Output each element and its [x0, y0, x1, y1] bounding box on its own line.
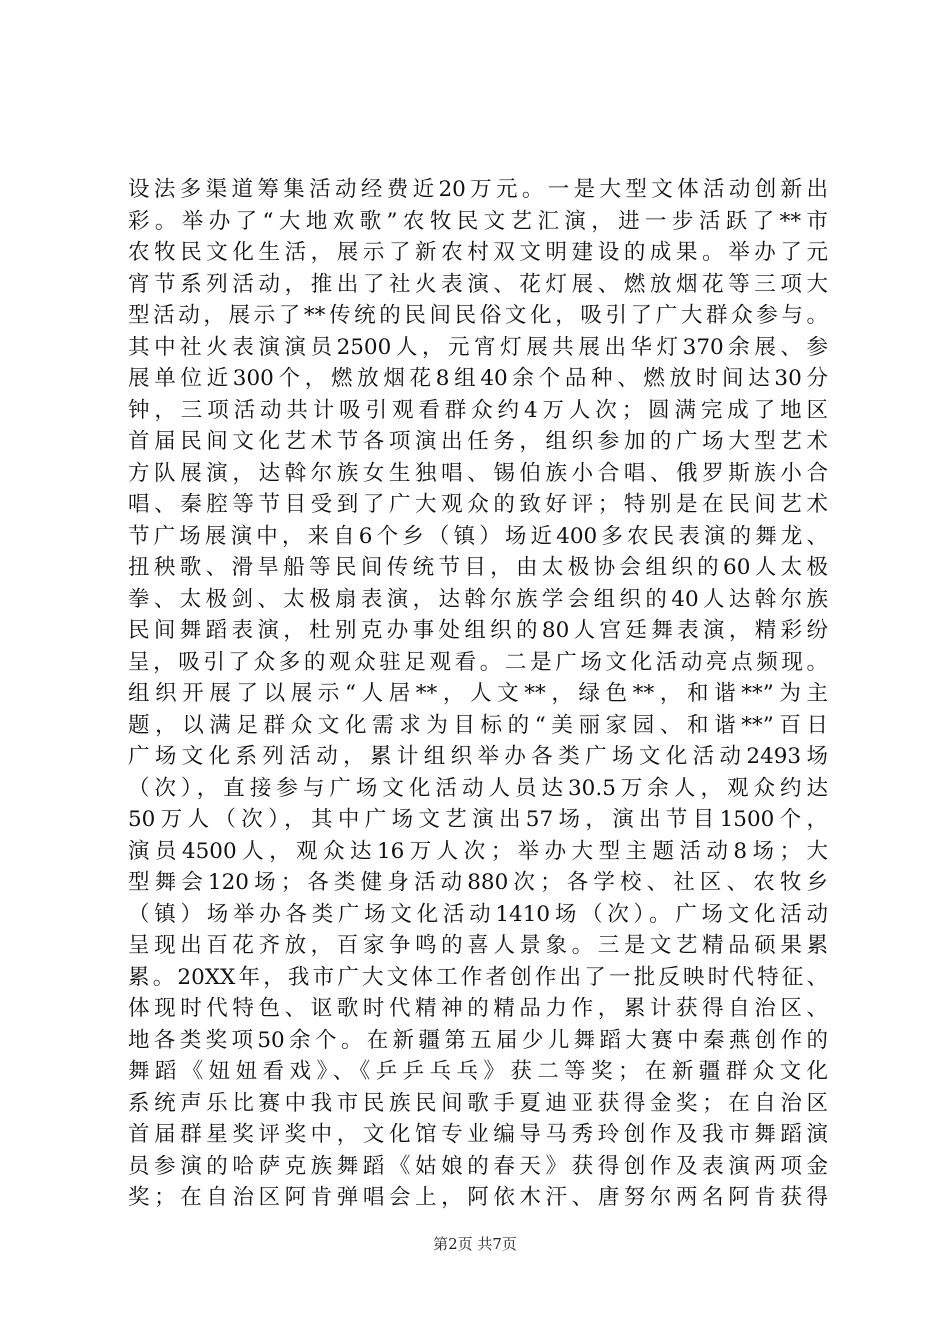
- text-line: 其中社火表演演员2500人，元宵灯展共展出华灯370余展、参: [128, 334, 828, 360]
- text-line: （镇）场举办各类广场文化活动1410场（次）。广场文化活动: [128, 901, 828, 927]
- text-line: 宵节系列活动，推出了社火表演、花灯展、燃放烟花等三项大: [128, 271, 828, 297]
- text-line: 扭秧歌、滑旱船等民间传统节目，由太极协会组织的60人太极: [128, 555, 828, 580]
- text-line: 系统声乐比赛中我市民族民间歌手夏迪亚获得金奖；在自治区: [128, 1090, 828, 1116]
- page-footer: 第2页 共7页: [433, 1235, 517, 1253]
- text-line: （次），直接参与广场文化活动人员达30.5万余人，观众约达: [128, 775, 828, 801]
- text-line: 节广场展演中，来自6个乡（镇）场近400多农民表演的舞龙、: [128, 523, 828, 549]
- text-line: 员参演的哈萨克族舞蹈《姑娘的春天》获得创作及表演两项金: [128, 1153, 828, 1179]
- text-line: 累。20XX年，我市广大文体工作者创作出了一批反映时代特征、: [128, 964, 828, 990]
- text-line: 广场文化系列活动，累计组织举办各类广场文化活动2493场: [128, 744, 828, 769]
- text-line: 奖；在自治区阿肯弹唱会上，阿依木汗、唐努尔两名阿肯获得: [128, 1185, 828, 1210]
- text-line: 题，以满足群众文化需求为目标的“美丽家园、和谐**”百日: [128, 712, 828, 738]
- text-line: 型活动，展示了**传统的民间民俗文化，吸引了广大群众参与。: [128, 303, 828, 328]
- text-line: 设法多渠道筹集活动经费近20万元。一是大型文体活动创新出: [128, 177, 828, 202]
- text-line: 拳、太极剑、太极扇表演，达斡尔族学会组织的40人达斡尔族: [128, 586, 828, 612]
- text-line: 体现时代特色、讴歌时代精神的精品力作，累计获得自治区、: [128, 996, 828, 1021]
- text-line: 50万人（次），其中广场文艺演出57场，演出节目1500个，: [128, 807, 828, 832]
- text-line: 舞蹈《妞妞看戏》、《乒乒乓乓》获二等奖；在新疆群众文化: [128, 1059, 828, 1084]
- text-line: 首届民间文化艺术节各项演出任务，组织参加的广场大型艺术: [128, 429, 828, 454]
- text-line: 组织开展了以展示“人居**，人文**，绿色**，和谐**”为主: [128, 681, 828, 706]
- text-line: 首届群星奖评奖中，文化馆专业编导马秀玲创作及我市舞蹈演: [128, 1122, 828, 1147]
- text-line: 呈现出百花齐放，百家争鸣的喜人景象。三是文艺精品硕果累: [128, 933, 828, 958]
- text-line: 农牧民文化生活，展示了新农村双文明建设的成果。举办了元: [128, 240, 828, 265]
- text-line: 展单位近300个，燃放烟花8组40余个品种、燃放时间达30分: [128, 366, 828, 391]
- text-line: 型舞会120场；各类健身活动880次；各学校、社区、农牧乡: [128, 870, 828, 895]
- text-line: 彩。举办了“大地欢歌”农牧民文艺汇演，进一步活跃了**市: [128, 208, 828, 234]
- text-line: 地各类奖项50余个。在新疆第五届少儿舞蹈大赛中秦燕创作的: [128, 1027, 828, 1053]
- text-line: 钟，三项活动共计吸引观看群众约4万人次；圆满完成了地区: [128, 397, 828, 423]
- text-line: 演员4500人，观众达16万人次；举办大型主题活动8场；大: [128, 838, 828, 864]
- body-text: [128, 174, 828, 1214]
- text-line: 方队展演，达斡尔族女生独唱、锡伯族小合唱、俄罗斯族小合: [128, 460, 828, 486]
- text-line: 呈，吸引了众多的观众驻足观看。二是广场文化活动亮点频现。: [128, 649, 828, 675]
- text-line: 民间舞蹈表演，杜别克办事处组织的80人宫廷舞表演，精彩纷: [128, 618, 828, 643]
- text-line: 唱、秦腔等节目受到了广大观众的致好评；特别是在民间艺术: [128, 492, 828, 517]
